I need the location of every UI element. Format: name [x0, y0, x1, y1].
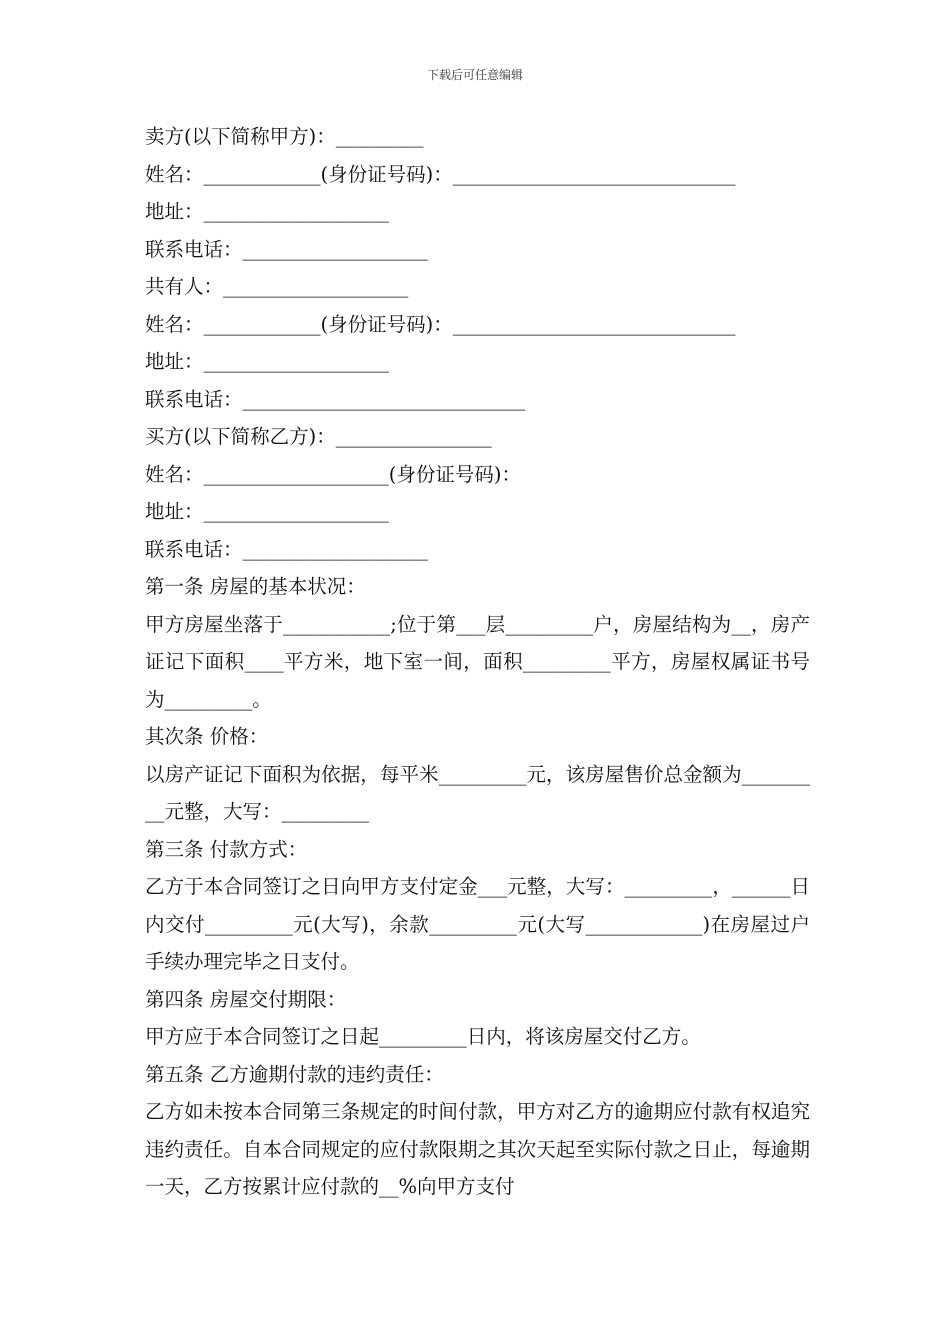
article-3-title: 第三条 付款方式：: [145, 837, 308, 861]
contract-body: [145, 118, 810, 1206]
co-owner-phone-line: 联系电话：_____________________________: [145, 387, 526, 411]
seller-address-line: 地址：___________________: [145, 200, 389, 223]
article-3-text: 乙方于本合同签订之日向甲方支付定金___元整，大写：_________，______日内交付_________元(大写)，余款_________元(大写____________)在房屋过户手续办理完毕之日支付。: [145, 875, 810, 973]
buyer-name-line: 姓名：___________________(身份证号码)：: [145, 462, 521, 486]
buyer-phone-line: 联系电话：___________________: [145, 537, 428, 561]
seller-name-line: 姓名：____________(身份证号码)：_____________________________: [145, 162, 736, 186]
co-owner-line: 共有人：___________________: [145, 275, 409, 298]
co-owner-address-line: 地址：___________________: [145, 350, 389, 373]
article-5-text: 乙方如未按本合同第三条规定的时间付款，甲方对乙方的逾期应付款有权追究违约责任。自本合同规定的应付款限期之其次天起至实际付款之日止，每逾期一天，乙方按累计应付款的__%向甲方支付: [145, 1100, 810, 1198]
seller-phone-line: 联系电话：___________________: [145, 237, 428, 261]
buyer-address-line: 地址：___________________: [145, 500, 389, 523]
article-2-title: 其次条 价格：: [145, 725, 269, 748]
co-owner-name-line: 姓名：____________(身份证号码)：_____________________________: [145, 312, 736, 336]
article-4-title: 第四条 房屋交付期限：: [145, 987, 347, 1011]
article-5-title: 第五条 乙方逾期付款的违约责任：: [145, 1062, 444, 1086]
article-1-text: 甲方房屋坐落于___________;位于第___层_________户，房屋结构为__，房产证记下面积____平方米，地下室一间，面积_________平方，房屋权属证书号为_________。: [145, 612, 810, 711]
article-2-text: 以房产证记下面积为依据，每平米_________元，该房屋售价总金额为_________元整，大写：_________: [145, 762, 810, 823]
page-header: 下载后可任意编辑: [426, 68, 523, 82]
buyer-label: 买方(以下简称乙方)：________________: [145, 425, 492, 448]
seller-label: 卖方(以下简称甲方)：_________: [145, 125, 424, 148]
article-4-text: 甲方应于本合同签订之日起_________日内，将该房屋交付乙方。: [145, 1025, 701, 1048]
article-1-title: 第一条 房屋的基本状况：: [145, 575, 366, 598]
